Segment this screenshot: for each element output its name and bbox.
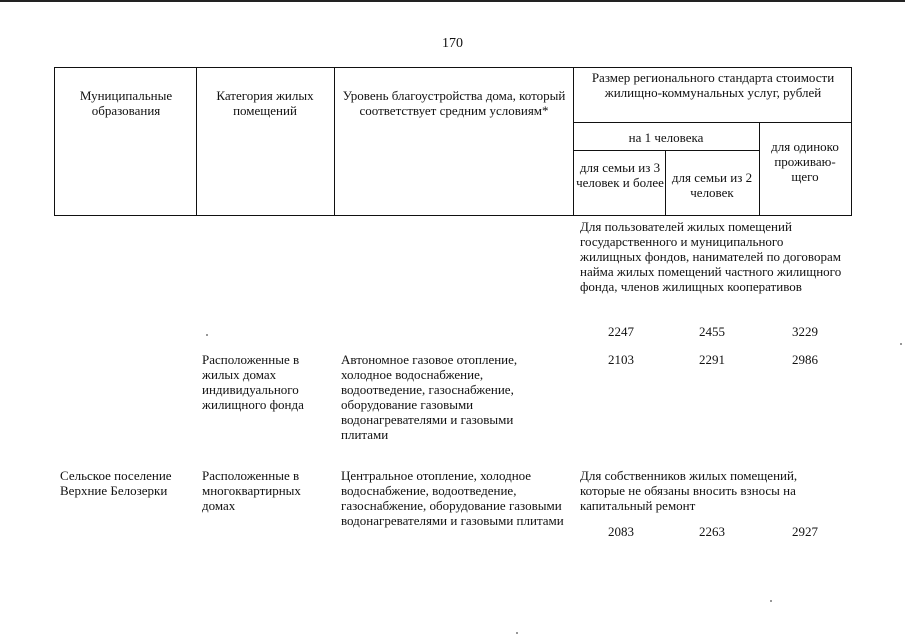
scan-speck [900, 343, 902, 345]
row3-value-single: 2927 [792, 524, 818, 539]
table-divider-4 [665, 150, 666, 216]
row3-level: Центральное отопление, холодное водоснабжение, водоотведение, газоснабжение, оборудование газовыми водонагревателями и газовыми плитами [341, 468, 564, 528]
row1-value-family2: 2455 [699, 324, 725, 339]
table-divider-1 [196, 67, 197, 216]
header-single: для одиноко проживаю-щего [771, 139, 839, 184]
header-category: Категория жилых помещений [216, 88, 314, 118]
row2-value-family2: 2291 [699, 352, 725, 367]
header-standard: Размер регионального стандарта стоимости жилищно-коммунальных услуг, рублей [591, 70, 835, 100]
header-per-person: на 1 человека [628, 130, 704, 145]
row3-value-family3: 2083 [608, 524, 634, 539]
scan-speck [516, 632, 518, 634]
row2-value-single: 2986 [792, 352, 818, 367]
table-line-standard [573, 122, 852, 123]
row3-category: Расположенные в многоквартирных домах [202, 468, 301, 513]
table-border-left [54, 67, 55, 216]
row1-value-single: 3229 [792, 324, 818, 339]
row3-note: Для собственников жилых помещений, которые не обязаны вносить взносы на капитальный ремонт [580, 468, 798, 513]
scan-speck [770, 600, 772, 602]
header-municipality: Муниципальные образования [79, 88, 173, 118]
row3-municipality: Сельское поселение Верхние Белозерки [60, 468, 172, 498]
top-rule [0, 0, 905, 2]
page-number: 170 [442, 36, 463, 51]
table-border-right [851, 67, 852, 216]
table-border-bottom [54, 215, 852, 216]
row2-category: Расположенные в жилых домах индивидуального жилищного фонда [202, 352, 304, 412]
header-family-3: для семьи из 3 человек и более [576, 160, 664, 190]
table-line-per-person [573, 150, 759, 151]
row2-level: Автономное газовое отопление, холодное водоснабжение, водоотведение, газоснабжение, оборудование газовыми водонагревателями и газовыми плитами [341, 352, 518, 442]
table-divider-5 [759, 122, 760, 216]
row1-note: Для пользователей жилых помещений государственного и муниципального жилищных фондов, нанимателей по договорам найма жилых помещений частного жилищного фонда, членов жилищных кооперативов [580, 219, 842, 294]
table-divider-2 [334, 67, 335, 216]
table-divider-3 [573, 67, 574, 216]
header-family-2: для семьи из 2 человек [671, 170, 753, 200]
row2-value-family3: 2103 [608, 352, 634, 367]
header-level: Уровень благоустройства дома, который соответствует средним условиям* [342, 88, 566, 118]
row3-value-family2: 2263 [699, 524, 725, 539]
table-border-top [54, 67, 852, 68]
row1-value-family3: 2247 [608, 324, 634, 339]
scan-speck [206, 334, 208, 336]
